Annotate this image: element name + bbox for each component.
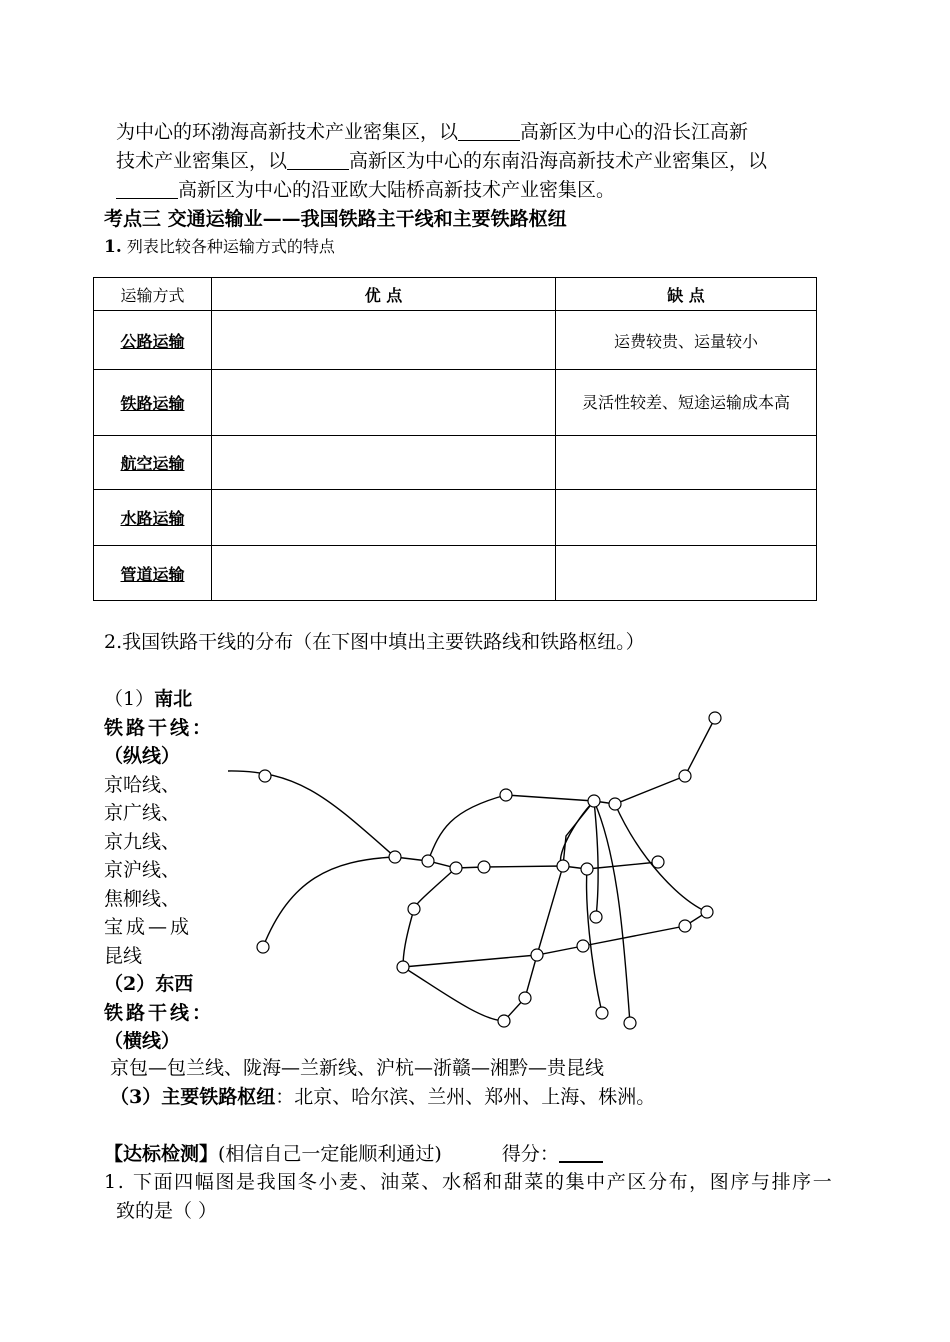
hub-node <box>557 860 569 872</box>
hub-node <box>596 1007 608 1019</box>
east-west-lines: 京包—包兰线、陇海—兰新线、沪杭—浙赣—湘黔—贵昆线 <box>110 1057 605 1079</box>
text: （1） <box>104 688 155 710</box>
text: 南北 <box>154 688 193 710</box>
question-number: 1. <box>104 237 122 257</box>
hub-node <box>624 1017 636 1029</box>
hub-node <box>709 712 721 724</box>
hub-node <box>679 920 691 932</box>
table-header: 优 点 <box>212 278 556 311</box>
question-2-title: 2.我国铁路干线的分布（在下图中填出主要铁路线和铁路枢纽。） <box>104 631 645 653</box>
hub-node <box>450 862 462 874</box>
hub-node <box>531 949 543 961</box>
score-blank[interactable] <box>559 1141 603 1163</box>
section-title: 考点三 交通运输业——我国铁路主干线和主要铁路枢纽 <box>104 208 567 230</box>
line-name: 焦柳线、 <box>104 887 181 910</box>
table-header: 运输方式 <box>94 278 212 311</box>
line-name: 昆线 <box>104 944 143 967</box>
ew-heading: （2）东西 <box>104 973 194 995</box>
hub-node <box>519 992 531 1004</box>
hub-node <box>588 795 600 807</box>
score-label: 得分： <box>501 1143 559 1165</box>
table-header: 缺 点 <box>556 278 817 311</box>
line-name: 京九线、 <box>104 830 181 853</box>
hub-node <box>581 863 593 875</box>
text: 为中心的环渤海高新技术产业密集区，以 <box>116 121 459 143</box>
hub-node <box>478 861 490 873</box>
ew-heading: 铁路干线： <box>104 1001 215 1024</box>
check-subtitle: (相信自己一定能顺利通过) <box>218 1143 442 1165</box>
line-name: 京广线、 <box>104 802 181 824</box>
main-hubs <box>110 1083 655 1111</box>
hub-node <box>257 941 269 953</box>
line-name: 京哈线、 <box>104 773 181 796</box>
hub-node <box>652 856 664 868</box>
railway-lines <box>228 718 715 1023</box>
hub-node <box>397 961 409 973</box>
ns-subheading: （纵线） <box>104 745 181 767</box>
check-question-1-cont: 致的是（ ） <box>116 1200 218 1222</box>
mode-cell: 公路运输 <box>94 311 212 370</box>
text: 高新区为中心的沿长江高新 <box>520 121 749 143</box>
ns-heading: 铁路干线： <box>104 716 215 739</box>
hub-node <box>590 911 602 923</box>
con-cell: 灵活性较差、短途运输成本高 <box>556 370 817 436</box>
check-title: 【达标检测】 <box>104 1143 219 1165</box>
mode-cell: 航空运输 <box>94 436 212 490</box>
line-name: 宝成—成 <box>104 916 193 938</box>
hubs-text: ：北京、哈尔滨、兰州、郑州、上海、株洲。 <box>275 1086 656 1108</box>
text: 技术产业密集区，以 <box>116 150 288 172</box>
text: 高新区为中心的沿亚欧大陆桥高新技术产业密集区。 <box>178 179 616 201</box>
hub-node <box>701 906 713 918</box>
hub-node <box>577 940 589 952</box>
hub-node <box>259 770 271 782</box>
hub-node <box>500 789 512 801</box>
line-name: 京沪线、 <box>104 859 181 881</box>
con-cell: 运费较贵、运量较小 <box>556 311 817 370</box>
hub-node <box>679 770 691 782</box>
hub-node <box>408 903 420 915</box>
hub-node <box>422 855 434 867</box>
hub-node <box>498 1015 510 1027</box>
mode-cell: 水路运输 <box>94 490 212 546</box>
text: 高新区为中心的东南沿海高新技术产业密集区，以 <box>349 150 768 172</box>
hub-node <box>609 798 621 810</box>
question-text: 列表比较各种运输方式的特点 <box>121 237 335 256</box>
railway-hubs <box>257 712 721 1029</box>
mode-cell: 铁路运输 <box>94 370 212 436</box>
ew-subheading: （横线） <box>104 1030 181 1052</box>
hub-node <box>389 851 401 863</box>
check-question-1: 1. 下面四幅图是我国冬小麦、油菜、水稻和甜菜的集中产区分布，图序与排序一 <box>104 1171 834 1193</box>
mode-cell: 管道运输 <box>94 546 212 601</box>
hubs-label: （3）主要铁路枢纽 <box>110 1086 276 1108</box>
check-header <box>104 1140 603 1168</box>
